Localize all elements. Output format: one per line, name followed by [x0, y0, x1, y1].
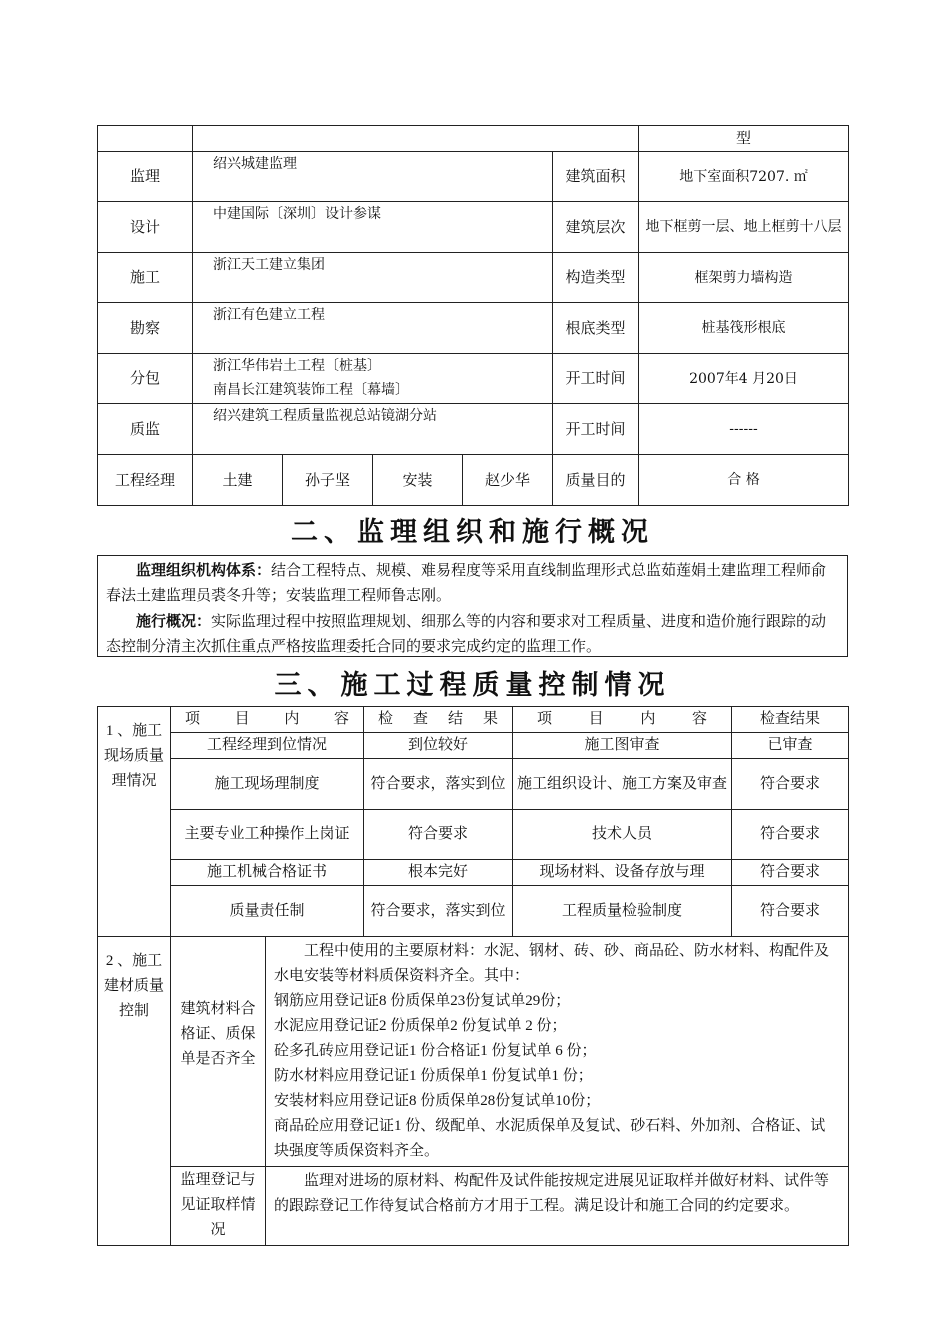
- table-row: [98, 810, 849, 860]
- value-line: 南昌长江建筑装饰工程〔幕墙〕: [213, 382, 409, 398]
- item-cell: 技术人员: [513, 810, 732, 860]
- materials-text: [266, 937, 849, 1167]
- text-line: 防水材料应用登记证1 份质保单1 份复试单1 份；: [274, 1068, 593, 1084]
- cell: 赵少华: [463, 455, 553, 506]
- paragraph-text: 结合工程特点、规模、难易程度等采用直线制监理形式总监茹莲娟土建监理工程师俞春法土建监理员裘冬升等；安装监理工程师鲁志刚。: [106, 563, 827, 604]
- table-row: [98, 404, 849, 455]
- attr-value: 2007年4 月20日: [639, 354, 849, 404]
- attr-value: 地下室面积7207. ㎡: [639, 152, 849, 202]
- text-line: 监理对进场的原材料、构配件及试件能按规定进展见证取样并做好材料、试件等的跟踪登记工作待复试合格前方才用于工程。满足设计和施工合同的约定要求。: [274, 1173, 830, 1214]
- result-cell: 根本完好: [364, 860, 513, 886]
- table-row: [98, 1167, 849, 1246]
- table-row: [98, 152, 849, 202]
- quality-control-table: [97, 706, 849, 1246]
- row-value: 中建国际〔深圳〕设计参谋: [193, 202, 553, 253]
- cell: [193, 126, 639, 152]
- column-header: [364, 707, 513, 733]
- table-row: [98, 455, 849, 506]
- table-row: [98, 202, 849, 253]
- row-label: 施工: [98, 253, 193, 303]
- header-char: 容: [333, 711, 349, 727]
- header-char: 内: [284, 711, 300, 727]
- row-label: 工程经理: [98, 455, 193, 506]
- header-char: 检: [378, 711, 394, 727]
- row-label: 设计: [98, 202, 193, 253]
- attr-label: 建筑面积: [553, 152, 639, 202]
- overview-box: [97, 555, 848, 657]
- row-label: 监理: [98, 152, 193, 202]
- row-label: 勘察: [98, 303, 193, 354]
- header-char: 项: [185, 711, 201, 727]
- attr-value: 地下框剪一层、地上框剪十八层: [639, 202, 849, 253]
- text-line: 砼多孔砖应用登记证1 份合格证1 份复试单 6 份；: [274, 1043, 597, 1059]
- cell: 土建: [193, 455, 283, 506]
- sub-label: 监理登记与见证取样情况: [171, 1167, 266, 1246]
- table-row: [98, 253, 849, 303]
- attr-label: 质量目的: [553, 455, 639, 506]
- project-info-table: [97, 125, 849, 506]
- table-row: [98, 733, 849, 759]
- text-line: 安装材料应用登记证8 份质保单28份复试单10份；: [274, 1093, 601, 1109]
- column-header: 检查结果: [732, 707, 849, 733]
- section-title: 三、施工过程质量控制情况: [274, 670, 671, 701]
- text-line: 工程中使用的主要原材料：水泥、钢材、砖、砂、商品砼、防水材料、构配件及水电安装等材料质保资料齐全。其中：: [274, 943, 830, 984]
- column-header: [513, 707, 732, 733]
- sub-label: 建筑材料合格证、质保单是否齐全: [171, 937, 266, 1167]
- row-value: 浙江天工建立集团: [193, 253, 553, 303]
- attr-value: 桩基筏形根底: [639, 303, 849, 354]
- attr-label: 根底类型: [553, 303, 639, 354]
- table-header-row: [98, 707, 849, 733]
- table-row: [98, 126, 849, 152]
- column-header: [171, 707, 364, 733]
- table-row: [98, 303, 849, 354]
- header-char: 目: [588, 711, 604, 727]
- header-char: 内: [640, 711, 656, 727]
- text-line: 钢筋应用登记证8 份质保单23份复试单29份；: [274, 993, 571, 1009]
- result-cell: 符合要求: [732, 810, 849, 860]
- paragraph-text: 实际监理过程中按照监理规划、细那么等的内容和要求对工程质量、进度和造价施行跟踪的动态控制分清主次抓住重点严格按监理委托合同的要求完成约定的监理工作。: [106, 614, 827, 655]
- row-label: 分包: [98, 354, 193, 404]
- header-char: 项: [537, 711, 553, 727]
- item-cell: 施工组织设计、施工方案及审查: [513, 759, 732, 810]
- group-label: 1 、施工现场质量理情况: [98, 707, 171, 937]
- attr-value: 框架剪力墙构造: [639, 253, 849, 303]
- attr-label: 建筑层次: [553, 202, 639, 253]
- item-cell: 施工机械合格证书: [171, 860, 364, 886]
- result-cell: 符合要求: [732, 860, 849, 886]
- item-cell: 施工现场理制度: [171, 759, 364, 810]
- paragraph-label: 施行概况：: [136, 612, 212, 630]
- result-cell: 符合要求，落实到位: [364, 759, 513, 810]
- result-cell: 符合要求，落实到位: [364, 886, 513, 937]
- header-char: 果: [482, 711, 498, 727]
- paragraph: [106, 609, 839, 660]
- header-char: 结: [447, 711, 463, 727]
- cell: 型: [639, 126, 849, 152]
- item-cell: 施工图审查: [513, 733, 732, 759]
- item-cell: 现场材料、设备存放与理: [513, 860, 732, 886]
- row-label: 质监: [98, 404, 193, 455]
- cell: [98, 126, 193, 152]
- cell: 孙子坚: [283, 455, 373, 506]
- result-cell: 符合要求: [364, 810, 513, 860]
- paragraph: [106, 558, 839, 609]
- attr-label: 开工时间: [553, 404, 639, 455]
- table-row: [98, 759, 849, 810]
- result-cell: 符合要求: [732, 886, 849, 937]
- group-label: 2 、施工建材质量控制: [98, 937, 171, 1246]
- value-line: 浙江华伟岩土工程〔桩基〕: [213, 358, 381, 374]
- header-char: 目: [234, 711, 250, 727]
- header-char: 容: [691, 711, 707, 727]
- row-value: 浙江有色建立工程: [193, 303, 553, 354]
- attr-value: ------: [639, 404, 849, 455]
- sampling-text: [266, 1167, 849, 1246]
- table-row: [98, 937, 849, 1167]
- item-cell: 工程经理到位情况: [171, 733, 364, 759]
- row-value: 绍兴建筑工程质量监视总站镜湖分站: [193, 404, 553, 455]
- section-title: 二、监理组织和施行概况: [291, 517, 654, 548]
- text-line: 水泥应用登记证2 份质保单2 份复试单 2 份；: [274, 1018, 567, 1034]
- table-row: [98, 886, 849, 937]
- item-cell: 主要专业工种操作上岗证: [171, 810, 364, 860]
- table-row: [98, 354, 849, 404]
- result-cell: 到位较好: [364, 733, 513, 759]
- attr-value: 合 格: [639, 455, 849, 506]
- table-row: [98, 860, 849, 886]
- text-line: 商品砼应用登记证1 份、级配单、水泥质保单及复试、砂石料、外加剂、合格证、试块强度等质保资料齐全。: [274, 1118, 826, 1159]
- attr-label: 构造类型: [553, 253, 639, 303]
- attr-label: 开工时间: [553, 354, 639, 404]
- paragraph-label: 监理组织机构体系：: [136, 561, 272, 579]
- item-cell: 质量责任制: [171, 886, 364, 937]
- cell: 安装: [373, 455, 463, 506]
- row-value: [193, 354, 553, 404]
- header-char: 查: [412, 711, 428, 727]
- row-value: 绍兴城建监理: [193, 152, 553, 202]
- result-cell: 已审查: [732, 733, 849, 759]
- item-cell: 工程质量检验制度: [513, 886, 732, 937]
- result-cell: 符合要求: [732, 759, 849, 810]
